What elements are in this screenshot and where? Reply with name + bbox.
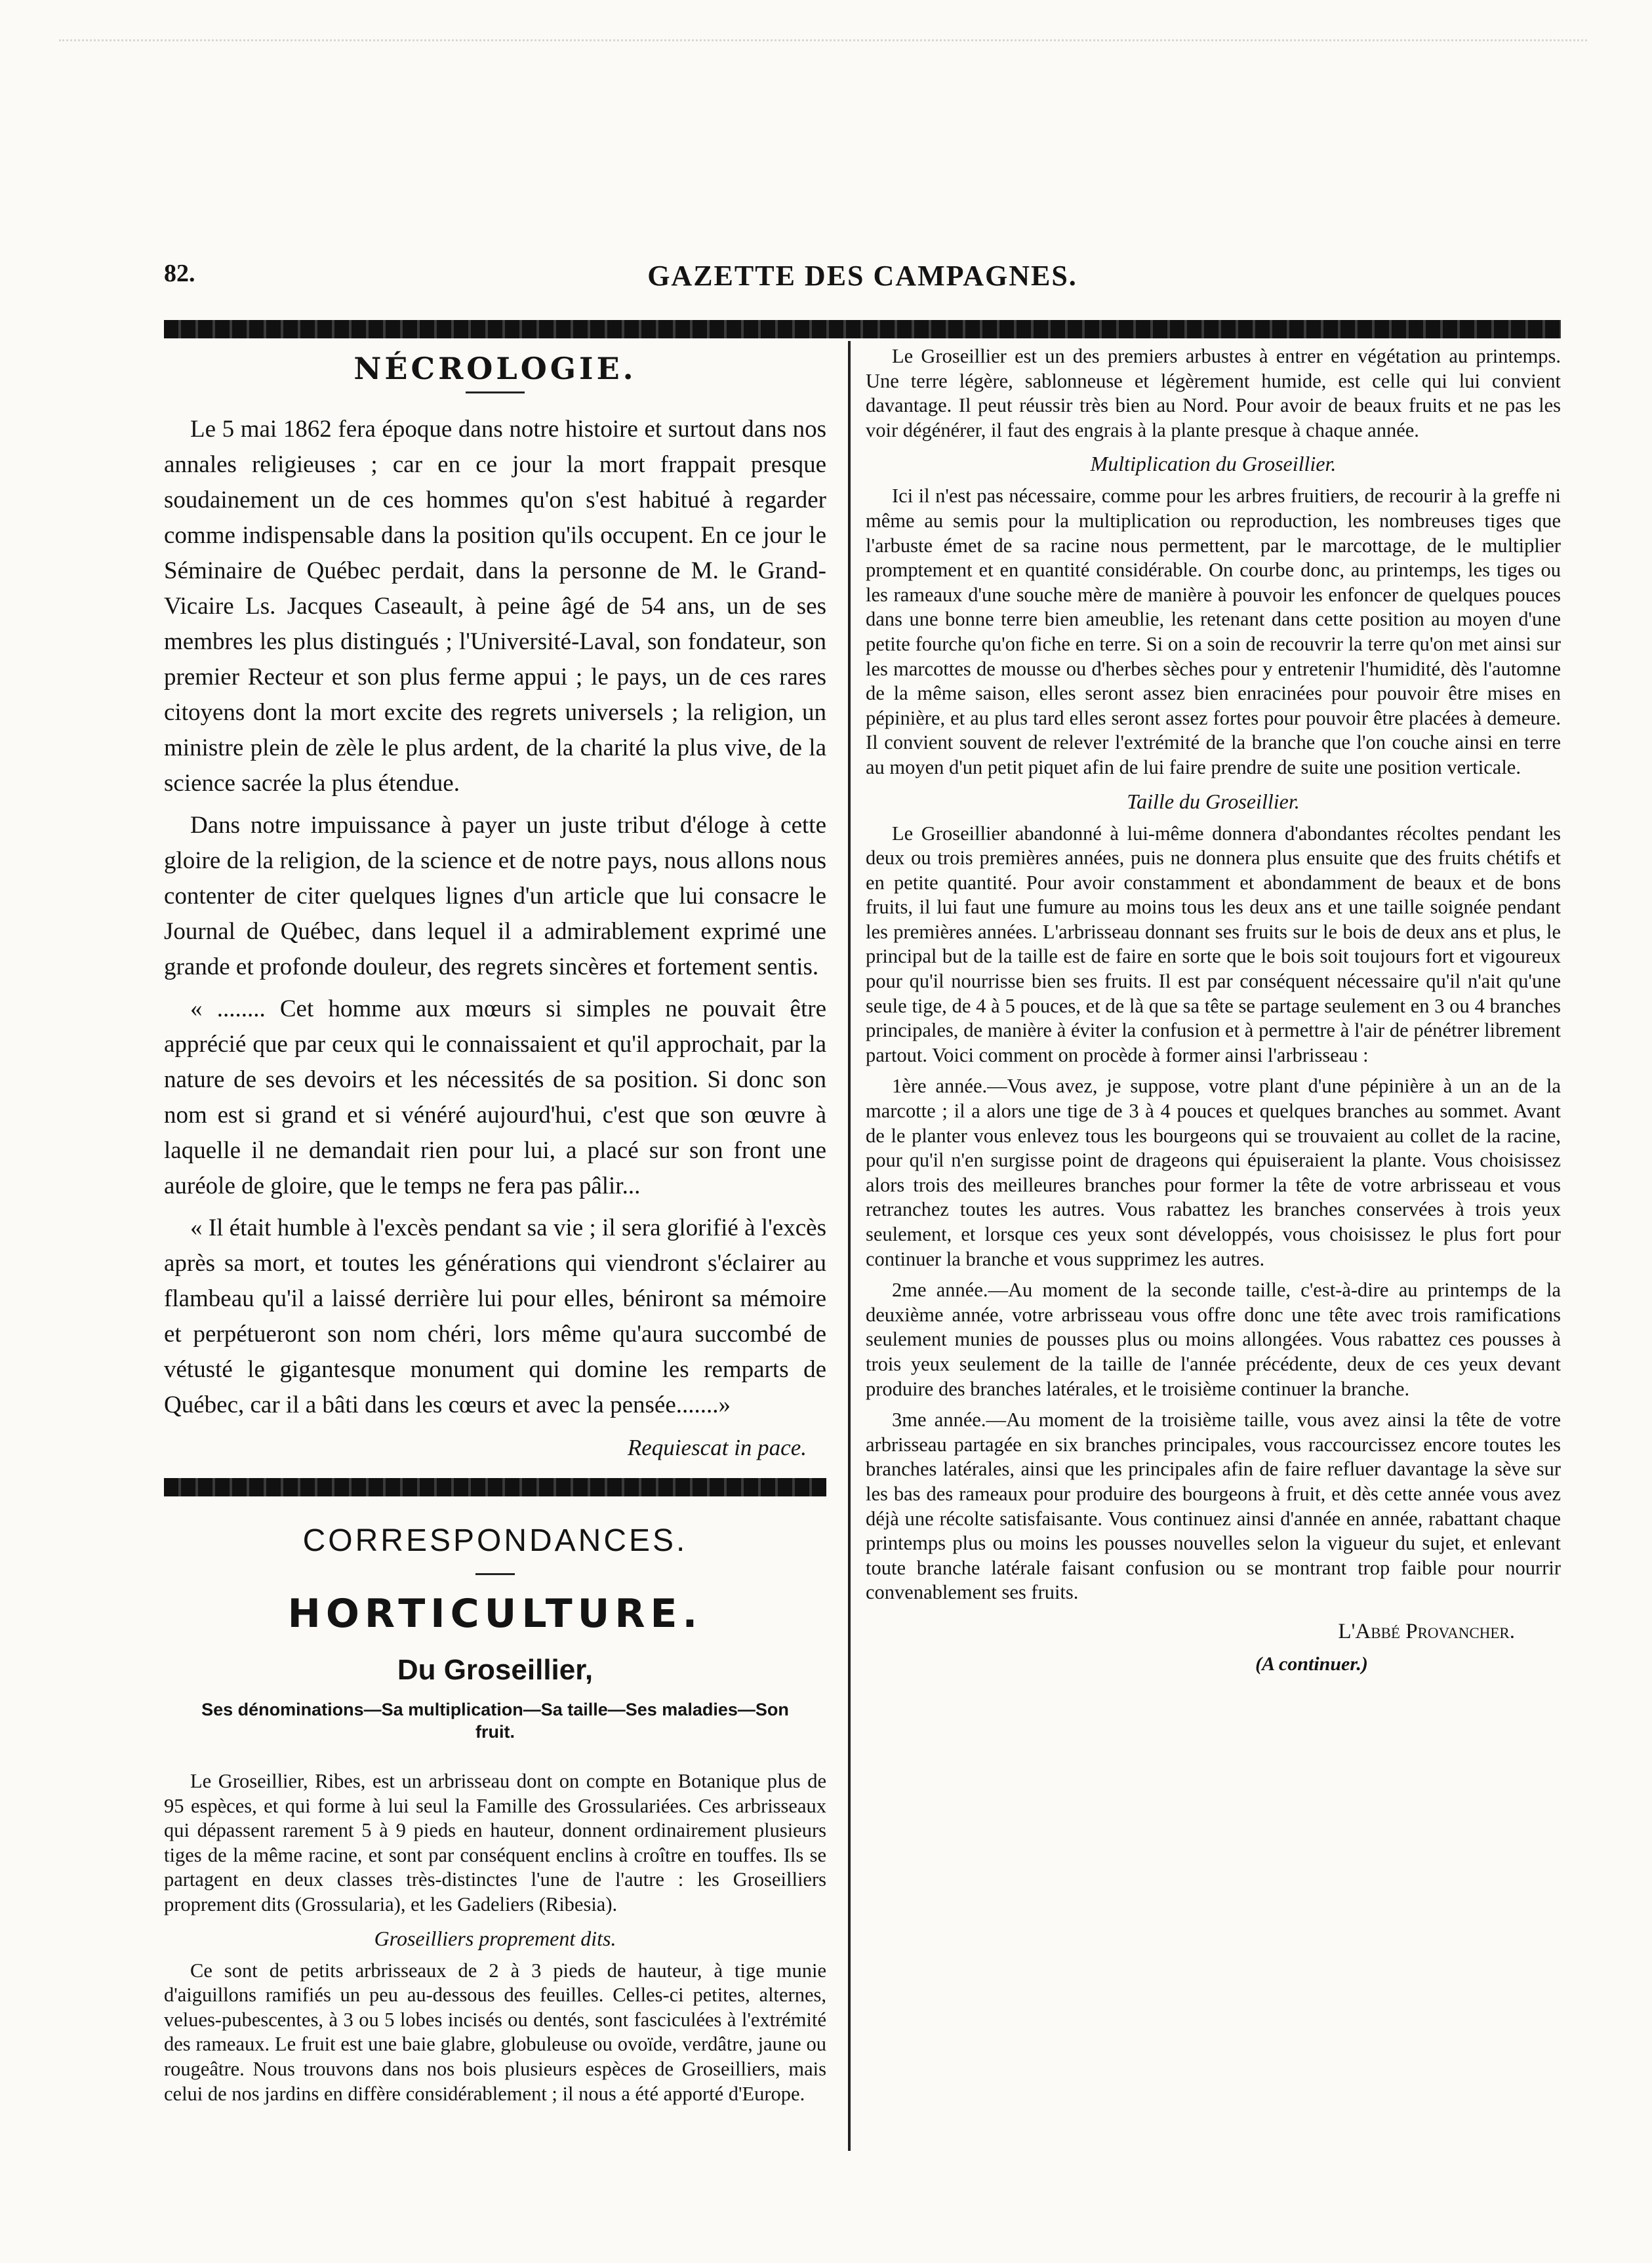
necrologie-quote: « Il était humble à l'excès pendant sa vie ; il sera glorifié à l'excès après sa mort, et toutes les générations qui viendront s'éclairer au flambeau qu'il a laissé derrière lui pour elles, béniront sa mémoire et perpétueront son nom chéri, lors même qu'aura succombé de vétusté le gigantesque monument qui domine les remparts de Québec, car il a bâti dans les cœurs et avec la pensée.......» bbox=[164, 1214, 826, 1418]
article-title: Du Groseillier, bbox=[397, 1654, 594, 1686]
page-header bbox=[164, 259, 1561, 298]
necrologie-quote: « ........ Cet homme aux mœurs si simples ne pouvait être apprécié que par ceux qui le connaissaient et qu'il approchait, par la nature de ses devoirs et les nécessités de sa position. Si donc son nom est si grand et si vénéré aujourd'hui, c'est que son œuvre à laquelle il ne demandait rien pour lui, a placé sur son front une auréole de gloire, que le temps ne fera pas pâlir... bbox=[164, 995, 826, 1199]
article-paragraph: Ici il n'est pas nécessaire, comme pour les arbres fruitiers, de recourir à la greffe ni même au semis pour la multiplication ou reproduction, les nombreuses tiges que l'arbuste émet de sa racine nous permettent, par le marcottage, de le multiplier promptement et en quantité considérable. On courbe donc, au printemps, les tiges ou les rameaux d'une souche mère de manière à pouvoir les enfoncer de quelques pouces dans une bonne terre bien ameublie, les retenant dans cette position au moyen d'une petite fourche qu'on fiche en terre. Si on a soin de recouvrir la terre qu'on met ainsi sur les marcottes de mousse ou d'herbes sèches pour y entretenir l'humidité, dès l'automne de la même saison, elles seront assez bien enracinées pour pouvoir être mises en pépinière, et au plus tard elles seront assez fortes pour pouvoir être placées à demeure. Il convient souvent de relever l'extrémité de la branche que l'on couche ainsi en terre au moyen d'un petit piquet afin de lui faire prendre de suite une position verticale. bbox=[866, 485, 1561, 778]
correspondances-heading: CORRESPONDANCES. bbox=[302, 1523, 688, 1558]
right-column bbox=[866, 344, 1561, 1675]
subheading: Taille du Groseillier. bbox=[1127, 789, 1300, 813]
necrologie-paragraph: Le 5 mai 1862 fera époque dans notre histoire et surtout dans nos annales religieuses ; car en ce jour la mort frappait presque soudainement un de ces hommes qu'on s'est habitué à regarder comme indispensable dans la position qu'ils occupent. En ce jour le Séminaire de Québec perdait, dans la personne de M. le Grand-Vicaire Ls. Jacques Caseault, à peine âgé de 54 ans, un de ses membres les plus distingués ; l'Université-Laval, son fondateur, son premier Recteur et son plus ferme appui ; le pays, un de ces rares citoyens dont la mort excite des regrets universels ; la religion, un ministre plein de zèle le plus ardent, de la charité la plus vive, de la science sacrée la plus étendue. bbox=[164, 416, 826, 797]
article-subtitle: Ses dénominations—Sa multiplication—Sa taille—Ses maladies—Son fruit. bbox=[201, 1700, 789, 1742]
horticulture-title: HORTICULTURE. bbox=[287, 1591, 703, 1637]
necrologie-title: NÉCROLOGIE. bbox=[353, 351, 637, 386]
subheading: Multiplication du Groseillier. bbox=[1090, 452, 1337, 476]
article-paragraph: 1ère année.—Vous avez, je suppose, votre plant d'une pépinière à un an de la marcotte ; il a alors une tige de 3 à 4 pouces et quelques branches au sommet. Avant de le planter vous enlevez tous les bourgeons qui se trouvaient au collet de la racine, pour qu'il n'en surgisse point de drageons qui épuiseraient la plante. Vous choisissez alors trois des meilleures branches pour former la tête de votre arbrisseau et vous retranchez toutes les autres. Vous rabattez les branches conservées à trois yeux seulement, et lorsque ces yeux sont développés, vous choisissez le plus fort pour continuer la branche et vous supprimez les autres. bbox=[866, 1075, 1561, 1270]
article-paragraph: Ce sont de petits arbrisseaux de 2 à 3 pieds de hauteur, à tige munie d'aiguillons ramifiés un peu au-dessous des feuilles. Celles-ci petites, alternes, velues-pubescentes, à 3 ou 5 lobes incisés ou dentés, sont fasciculées à l'extrémité des rameaux. Le fruit est une baie glabre, globuleuse ou ovoïde, verdâtre, jaune ou rougeâtre. Nous trouvons dans nos bois plusieurs espèces de Groseilliers, mais celui de nos jardins en diffère considérablement ; il nous a été apporté d'Europe. bbox=[164, 1959, 826, 2105]
article-paragraph: 3me année.—Au moment de la troisième taille, vous avez ainsi la tête de votre arbrisseau partagée en six branches principales, vous raccourcissez encore toutes les branches latérales, ainsi que les principales afin de faire refluer davantage la sève sur les bas des rameaux pour produire des bourgeons à fruit, et dès cette année vous avez déjà une récolte satisfaisante. Vous continuez ainsi d'année en année, rabattant chaque printemps plus ou moins les pousses nouvelles selon la vigueur du sujet, et enlevant toute branche latérale faisant confusion ou se montrant trop faible pour nourrir convenablement ses fruits. bbox=[866, 1409, 1561, 1604]
necrologie-paragraph: Dans notre impuissance à payer un juste tribut d'éloge à cette gloire de la religion, de la science et de notre pays, nous allons nous contenter de citer quelques lignes d'un article que lui consacre le Journal de Québec, dans lequel il a admirablement exprimé une grande et profonde douleur, des regrets sincères et fortement sentis. bbox=[164, 812, 826, 980]
page-number: 82. bbox=[164, 260, 195, 287]
requiescat: Requiescat in pace. bbox=[627, 1435, 807, 1460]
left-column bbox=[164, 344, 826, 2113]
article-paragraph: 2me année.—Au moment de la seconde taille, c'est-à-dire au printemps de la deuxième année, votre arbrisseau vous offre donc une tête avec trois ramifications seulement munies de pousses plus ou moins allongées. Vous rabattez ces pousses à trois yeux seulement de la taille de l'année précédente, deux de ces yeux devant produire des branches latérales, et le troisième continuer la branche. bbox=[866, 1279, 1561, 1400]
continued-note: (A continuer.) bbox=[1255, 1652, 1368, 1675]
journal-title: GAZETTE DES CAMPAGNES. bbox=[647, 260, 1078, 292]
heading-rule bbox=[475, 1573, 515, 1575]
column-divider bbox=[848, 341, 851, 2151]
header-rule bbox=[164, 320, 1561, 338]
article-intro: Le Groseillier, Ribes, est un arbrisseau dont on compte en Botanique plus de 95 espèces, et qui forme à lui seul la Famille des Grossulariées. Ces arbrisseaux qui dépassent rarement 5 à 9 pieds en hauteur, donnent ordinairement plusieurs tiges de la même racine, et sont par conséquent enclins à croître en touffes. Ils se partagent en deux classes très-distinctes l'une de l'autre : les Groseilliers proprement dits (Grossularia), et les Gadeliers (Ribesia). bbox=[164, 1770, 826, 1915]
author-signature: L'Abbé Provancher. bbox=[1338, 1619, 1515, 1643]
article-paragraph: Le Groseillier est un des premiers arbustes à entrer en végétation au printemps. Une terre légère, sablonneuse et légèrement humide, est celle qui lui convient davantage. Il peut réussir très bien au Nord. Pour avoir de beaux fruits et ne pas les voir dégénérer, il faut des engrais à la plante presque à chaque année. bbox=[866, 345, 1561, 441]
subheading: Groseilliers proprement dits. bbox=[374, 1926, 616, 1950]
scan-noise bbox=[59, 39, 1587, 68]
article-paragraph: Le Groseillier abandonné à lui-même donnera d'abondantes récoltes pendant les deux ou trois premières années, puis ne donnera plus ensuite que des fruits chétifs et en petite quantité. Pour avoir constamment et abondamment de beaux et de bons fruits, il lui faut une fumure au moins tous les deux ans et une taille soignée pendant les premières années. L'arbrisseau donnant ses fruits sur le bois de deux ans et plus, le principal but de la taille est de faire en sorte que le bois soit toujours fort et vigoureux pour qu'il nourrisse bien ses fruits. Il est par conséquent nécessaire qu'il n'ait qu'une seule tige, de 4 à 5 pouces, et de là que sa tête se partage seulement en 3 ou 4 branches principales, de manière à éviter la confusion et à permettre à l'air de pénétrer librement partout. Voici comment on procède à former ainsi l'arbrisseau : bbox=[866, 822, 1561, 1066]
section-rule bbox=[164, 1478, 826, 1496]
title-rule bbox=[466, 391, 525, 393]
